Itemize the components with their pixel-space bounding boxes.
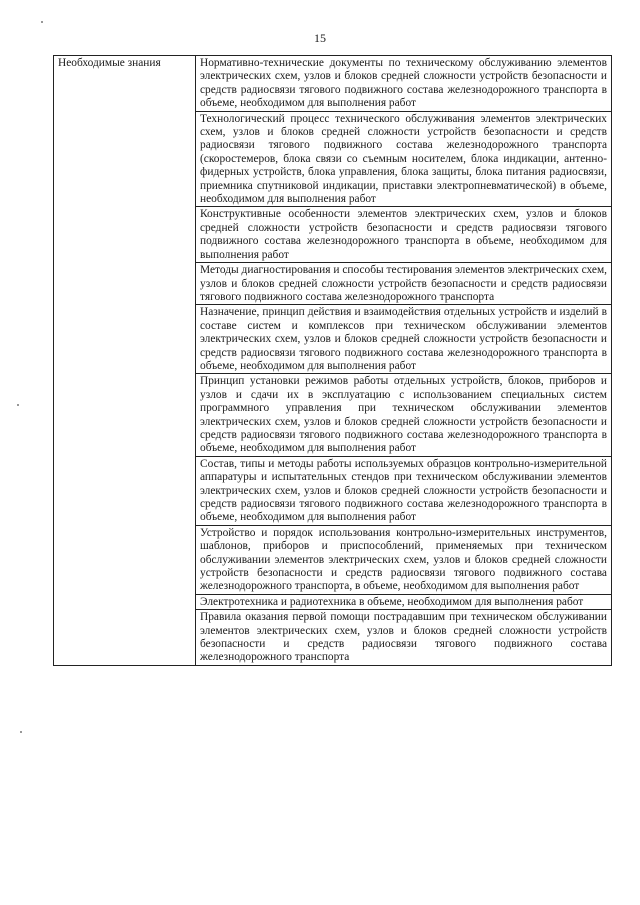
- scan-speck: [17, 404, 19, 406]
- knowledge-item: Принцип установки режимов работы отдельных устройств, блоков, приборов и узлов и сдачи их в эксплуатацию с использованием специальных систем программного управления при техническом обслуживании элементов электрических схем, узлов и блоков средней сложности устройств безопасности и средств радиосвязи тягового подвижного состава железнодорожного транспорта в объеме, необходимом для выполнения работ: [196, 374, 612, 456]
- knowledge-item: Состав, типы и методы работы используемых образцов контрольно-измерительной аппаратуры и испытательных стендов при техническом обслуживании элементов электрических схем, узлов и блоков средней сложности устройств безопасности и средств радиосвязи тягового подвижного состава железнодорожного транспорта в объеме, необходимом для выполнения работ: [196, 456, 612, 525]
- knowledge-item: Назначение, принцип действия и взаимодействия отдельных устройств и изделий в составе систем и комплексов при техническом обслуживании элементов электрических схем, узлов и блоков средней сложности устройств безопасности и средств радиосвязи тягового подвижного состава железнодорожного транспорта в объеме, необходимом для выполнения работ: [196, 305, 612, 374]
- knowledge-item: Конструктивные особенности элементов электрических схем, узлов и блоков средней сложности устройств безопасности и средств радиосвязи тягового подвижного состава железнодорожного транспорта в объеме, необходимом для выполнения работ: [196, 207, 612, 263]
- knowledge-table: [53, 55, 612, 666]
- knowledge-item: Электротехника и радиотехника в объеме, необходимом для выполнения работ: [196, 594, 612, 609]
- knowledge-item: Технологический процесс технического обслуживания элементов электрических схем, узлов и блоков средней сложности устройств безопасности и средств радиосвязи тягового подвижного состава железнодорожного транспорта (скоростемеров, блока связи со съемным носителем, блока индикации, антенно-фидерных устройств, блока управления, блока защиты, блока питания радиосвязи, приемника спутниковой индикации, приставки электропневматической) в объеме, необходимом для выполнения работ: [196, 111, 612, 207]
- scan-speck: [41, 21, 43, 23]
- knowledge-item: Нормативно-технические документы по техническому обслуживанию элементов электрических схем, узлов и блоков средней сложности устройств безопасности и средств радиосвязи тягового подвижного состава железнодорожного транспорта в объеме, необходимом для выполнения работ: [196, 56, 612, 112]
- knowledge-item: Устройство и порядок использования контрольно-измерительных инструментов, шаблонов, приборов и приспособлений, применяемых при техническом обслуживании элементов электрических схем, узлов и блоков средней сложности устройств безопасности и средств радиосвязи тягового подвижного состава железнодорожного транспорта, в объеме, необходимом для выполнения работ: [196, 525, 612, 594]
- row-label: Необходимые знания: [54, 56, 196, 666]
- knowledge-table-body: [54, 56, 612, 666]
- table-row: [54, 56, 612, 112]
- knowledge-item: Правила оказания первой помощи пострадавшим при техническом обслуживании элементов электрических схем, узлов и блоков средней сложности устройств безопасности и средств радиосвязи тягового подвижного состава железнодорожного транспорта: [196, 610, 612, 666]
- scan-speck: [20, 731, 22, 733]
- knowledge-item: Методы диагностирования и способы тестирования элементов электрических схем, узлов и блоков средней сложности устройств безопасности и средств радиосвязи тягового подвижного состава железнодорожного транспорта: [196, 263, 612, 305]
- page-number: 15: [314, 31, 326, 45]
